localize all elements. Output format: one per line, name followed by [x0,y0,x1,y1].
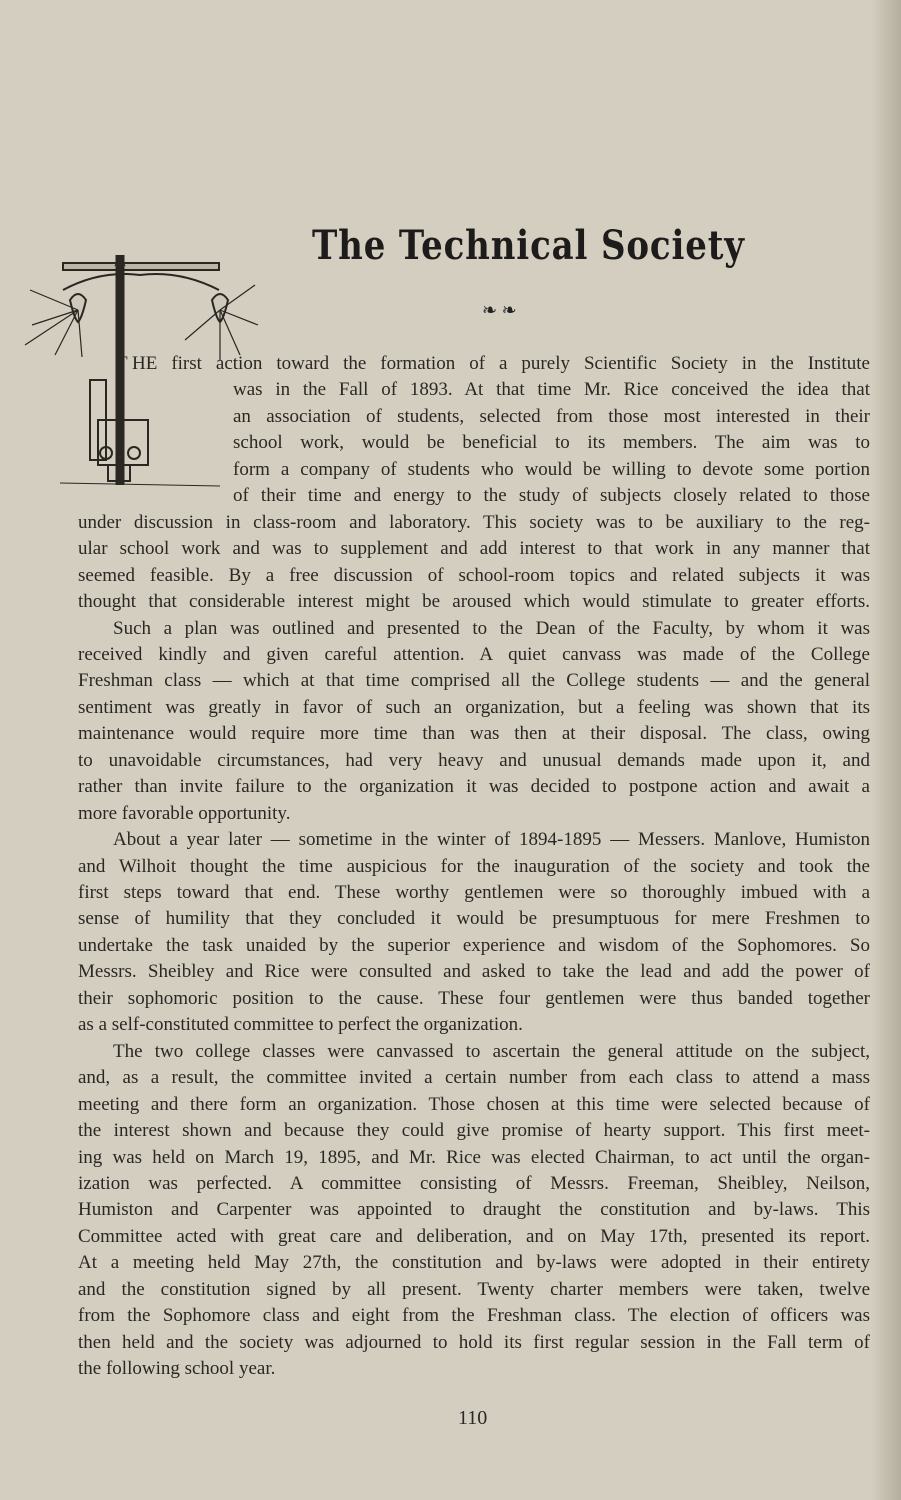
text-line: Such a plan was outlined and presented to the Dean of the Faculty, by whom it was [113,617,870,639]
text-line: school work, would be beneficial to its members. The aim was to [233,432,870,454]
text-line: Freshman class — which at that time comprised all the College students — and the general [78,670,870,692]
text-line: form a company of students who would be willing to devote some portion [233,458,870,480]
text-line: maintenance would require more time than was then at their disposal. The class, owing [78,723,870,745]
text-line: and Wilhoit thought the time auspicious for the inauguration of the society and took the [78,855,870,877]
text-line: more favorable opportunity. [78,802,291,824]
drop-cap-letter: T [116,353,128,374]
text-line: Humiston and Carpenter was appointed to draught the constitution and by-laws. This [78,1199,870,1221]
text-line: sentiment was greatly in favor of such an organization, but a feeling was shown that its [78,696,870,718]
text-line: from the Sophomore class and eight from the Freshman class. The election of officers was [78,1305,870,1327]
text-line: their sophomoric position to the cause. These four gentlemen were thus banded together [78,987,870,1009]
text-line: and the constitution signed by all present. Twenty charter members were taken, twelve [78,1278,870,1300]
text-line: was in the Fall of 1893. At that time Mr. Rice conceived the idea that [233,379,870,401]
text-line: as a self-constituted committee to perfect the organization. [78,1014,523,1036]
text-line: ular school work and was to supplement and add interest to that work in any manner that [78,538,870,560]
text-line: of their time and energy to the study of subjects closely related to those [233,485,870,507]
text-line: rather than invite failure to the organization it was decided to postpone action and await a [78,776,870,798]
text-line: ing was held on March 19, 1895, and Mr. Rice was elected Chairman, to act until the organ- [78,1146,870,1168]
lamp-post-drop-cap-illustration [20,255,260,515]
text-line: meeting and there form an organization. Those chosen at this time were selected because of [78,1093,870,1115]
text-line: received kindly and given careful attention. A quiet canvass was made of the College [78,643,870,665]
text-line: first steps toward that end. These worthy gentlemen were so thoroughly imbued with a [78,882,870,903]
text-line: and, as a result, the committee invited a certain number from each class to attend a mass [78,1067,870,1089]
text-line: to unavoidable circumstances, had very heavy and unusual demands made upon it, and [78,749,870,771]
text-line: HE first action toward the formation of a purely Scientific Society in the Institute [132,353,870,374]
text-line: ization was perfected. A committee consisting of Messrs. Freeman, Sheibley, Neilson, [78,1172,870,1194]
text-line: At a meeting held May 27th, the constitution and by-laws were adopted in their entirety [78,1252,870,1274]
page-number: 110 [458,1407,488,1429]
text-line: thought that considerable interest might be aroused which would stimulate to greater efforts. [78,591,870,613]
text-line: About a year later — sometime in the winter of 1894-1895 — Messers. Manlove, Humiston [113,829,870,851]
text-line: Committee acted with great care and deliberation, and on May 17th, presented its report. [78,1225,870,1247]
text-line: The two college classes were canvassed to ascertain the general attitude on the subject, [113,1040,870,1062]
text-line: undertake the task unaided by the superior experience and wisdom of the Sophomores. So [78,934,870,956]
text-line: seemed feasible. By a free discussion of school-room topics and related subjects it was [78,564,870,586]
text-line: under discussion in class-room and laboratory. This society was to be auxiliary to the reg- [78,511,870,533]
text-line: sense of humility that they concluded it would be presumptuous for mere Freshmen to [78,908,870,930]
text-line: an association of students, selected from those most interested in their [233,405,870,427]
text-line: Messrs. Sheibley and Rice were consulted and asked to take the lead and add the power of [78,961,870,983]
text-line: the interest shown and because they could give promise of hearty support. This first meet- [78,1120,870,1142]
page-title: The Technical Society [312,222,745,269]
text-line: the following school year. [78,1358,276,1380]
text-line: then held and the society was adjourned to hold its first regular session in the Fall term of [78,1331,870,1353]
ornament: ❧ ❧ [482,300,517,320]
